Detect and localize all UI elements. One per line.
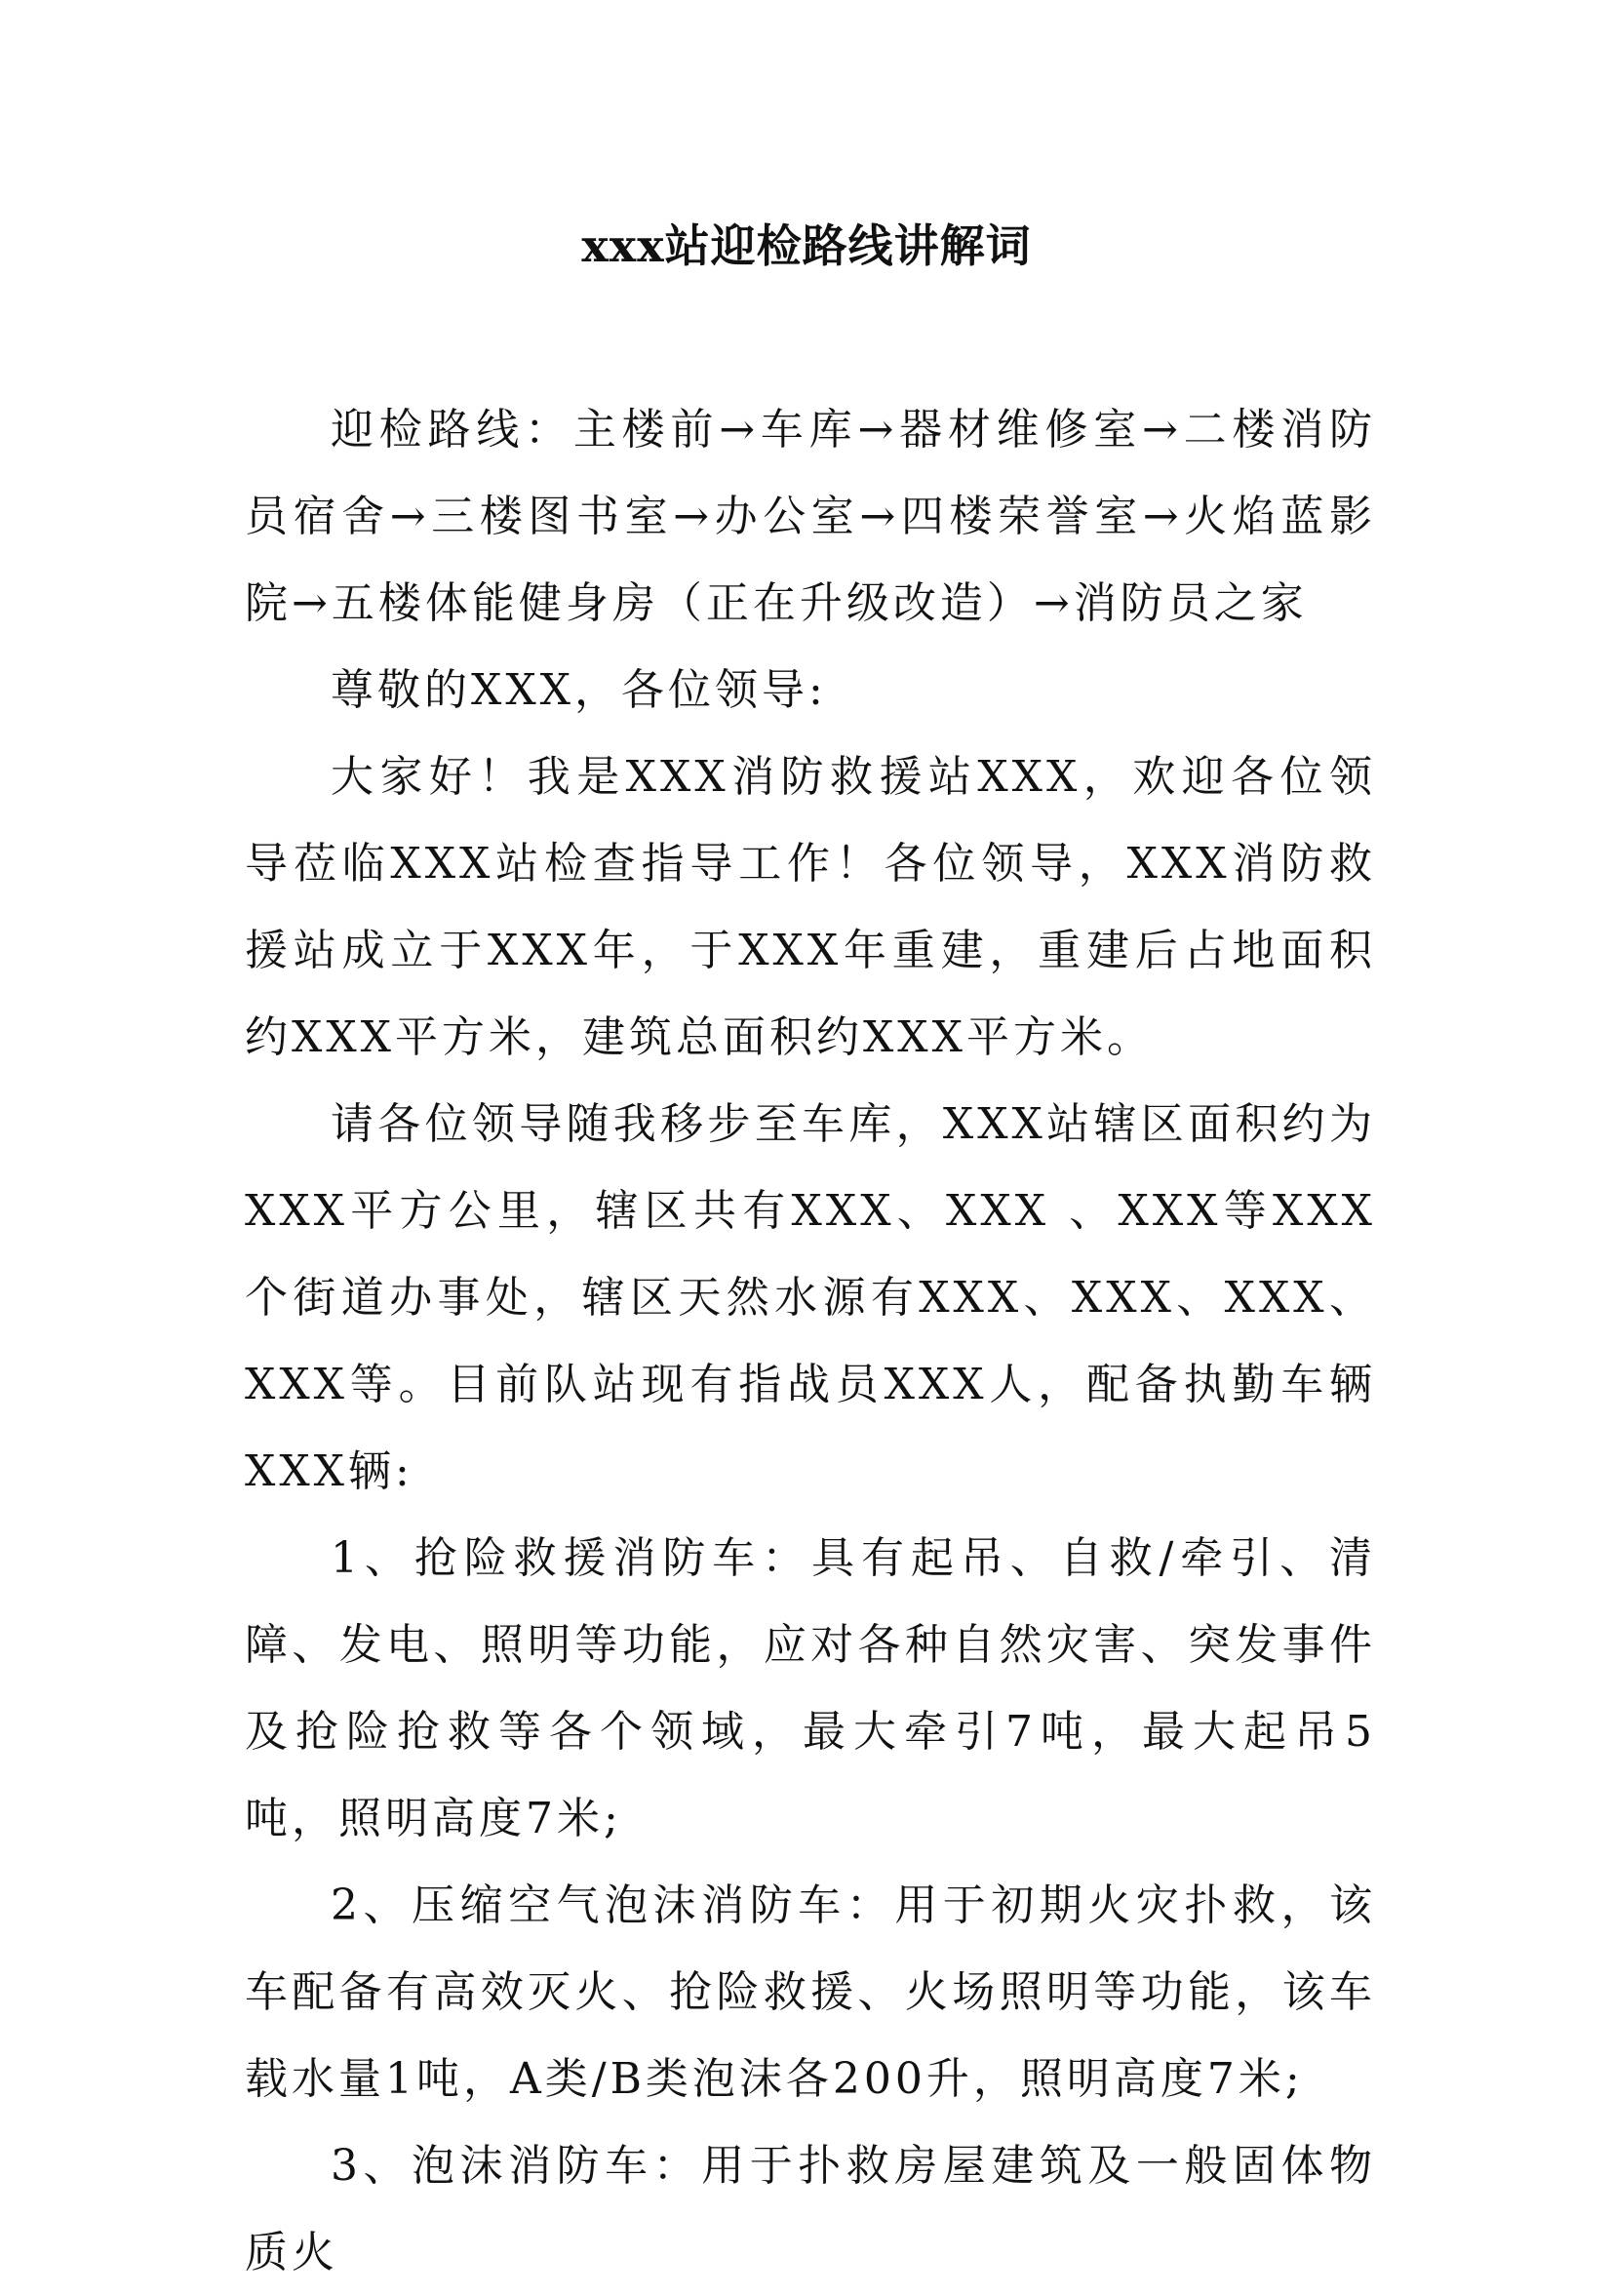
rescue-vehicle-paragraph: 1、抢险救援消防车：具有起吊、自救/牵引、清障、发电、照明等功能，应对各种自然灾害、突发事件及抢险抢救等各个领域，最大牵引7吨，最大起吊5吨，照明高度7米; (245, 1533, 1376, 1843)
foam-vehicle-paragraph: 2、压缩空气泡沫消防车：用于初期火灾扑救，该车配备有高效灭火、抢险救援、火场照明等功能，该车载水量1吨，A类/B类泡沫各200升，照明高度7米; (245, 1880, 1376, 2104)
garage-paragraph: 请各位领导随我移步至车库，XXX站辖区面积约为XXX平方公里，辖区共有XXX、XXX 、XXX等XXX个街道办事处，辖区天然水源有XXX、XXX、XXX、XXX等。目前队站现有指战员XXX人，配备执勤车辆XXX辆: (245, 1099, 1376, 1496)
welcome-paragraph: 大家好！我是XXX消防救援站XXX，欢迎各位领导莅临XXX站检查指导工作！各位领导，XXX消防救援站成立于XXX年，于XXX年重建，重建后占地面积约XXX平方米，建筑总面积约XXX平方米。 (245, 752, 1376, 1062)
document-title: xxx站迎检路线讲解词 (581, 219, 1032, 272)
inspection-route-paragraph: 迎检路线：主楼前→车库→器材维修室→二楼消防员宿舍→三楼图书室→办公室→四楼荣誉室→火焰蓝影院→五楼体能健身房（正在升级改造）→消防员之家 (245, 405, 1376, 628)
salutation-paragraph: 尊敬的XXX，各位领导: (331, 665, 827, 715)
foam-truck-paragraph: 3、泡沫消防车：用于扑救房屋建筑及一般固体物质火 (245, 2141, 1376, 2277)
document-body (245, 386, 1376, 2296)
